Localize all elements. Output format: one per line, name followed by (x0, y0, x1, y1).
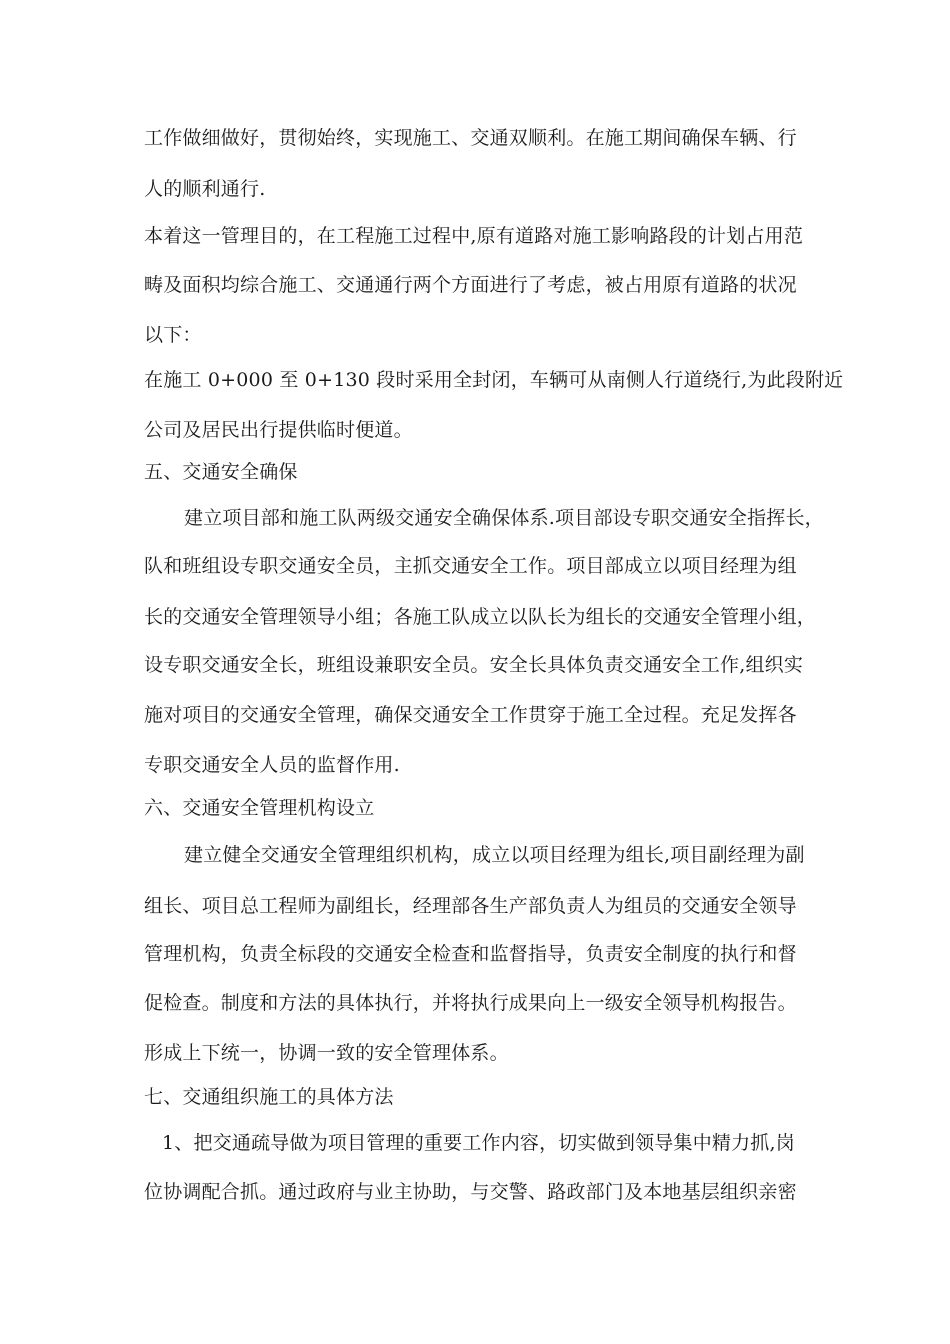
text-line: 畴及面积均综合施工、交通通行两个方面进行了考虑，被占用原有道路的状况 (144, 274, 797, 296)
text-line: 队和班组设专职交通安全员，主抓交通安全工作。项目部成立以项目经理为组 (144, 555, 797, 577)
text-line: 形成上下统一，协调一致的安全管理体系。 (144, 1042, 509, 1064)
text-line: 建立健全交通安全管理组织机构，成立以项目经理为组长,项目副经理为副 (184, 844, 805, 866)
text-line: 位协调配合抓。通过政府与业主协助，与交警、路政部门及本地基层组织亲密 (144, 1181, 797, 1203)
section-heading: 七、交通组织施工的具体方法 (144, 1086, 394, 1108)
text-line: 长的交通安全管理领导小组；各施工队成立以队长为组长的交通安全管理小组， (144, 606, 817, 628)
text-line: 在施工 0+000 至 0+130 段时采用全封闭，车辆可从南侧人行道绕行,为此段附近 (144, 369, 844, 391)
section-heading: 五、交通安全确保 (144, 461, 298, 483)
text-line: 管理机构，负责全标段的交通安全检查和监督指导，负责安全制度的执行和督 (144, 943, 797, 965)
text-line: 本着这一管理目的，在工程施工过程中,原有道路对施工影响路段的计划占用范 (144, 225, 804, 247)
list-item: 1、把交通疏导做为项目管理的重要工作内容，切实做到领导集中精力抓,岗 (162, 1132, 795, 1154)
text-line: 促检查。制度和方法的具体执行，并将执行成果向上一级安全领导机构报告。 (144, 992, 797, 1014)
text-line: 设专职交通安全长，班组设兼职安全员。安全长具体负责交通安全工作,组织实 (144, 654, 804, 676)
text-line: 组长、项目总工程师为副组长，经理部各生产部负责人为组员的交通安全领导 (144, 895, 797, 917)
text-line: 公司及居民出行提供临时便道。 (144, 419, 413, 441)
text-line: 专职交通安全人员的监督作用. (144, 754, 400, 776)
text-line: 建立项目部和施工队两级交通安全确保体系.项目部设专职交通安全指挥长， (184, 507, 824, 529)
text-line: 工作做细做好，贯彻始终，实现施工、交通双顺利。在施工期间确保车辆、行 (144, 127, 797, 149)
section-heading: 六、交通安全管理机构设立 (144, 797, 375, 819)
text-line: 施对项目的交通安全管理，确保交通安全工作贯穿于施工全过程。充足发挥各 (144, 704, 797, 726)
text-line: 以下： (144, 324, 202, 346)
text-line: 人的顺利通行. (144, 178, 266, 200)
